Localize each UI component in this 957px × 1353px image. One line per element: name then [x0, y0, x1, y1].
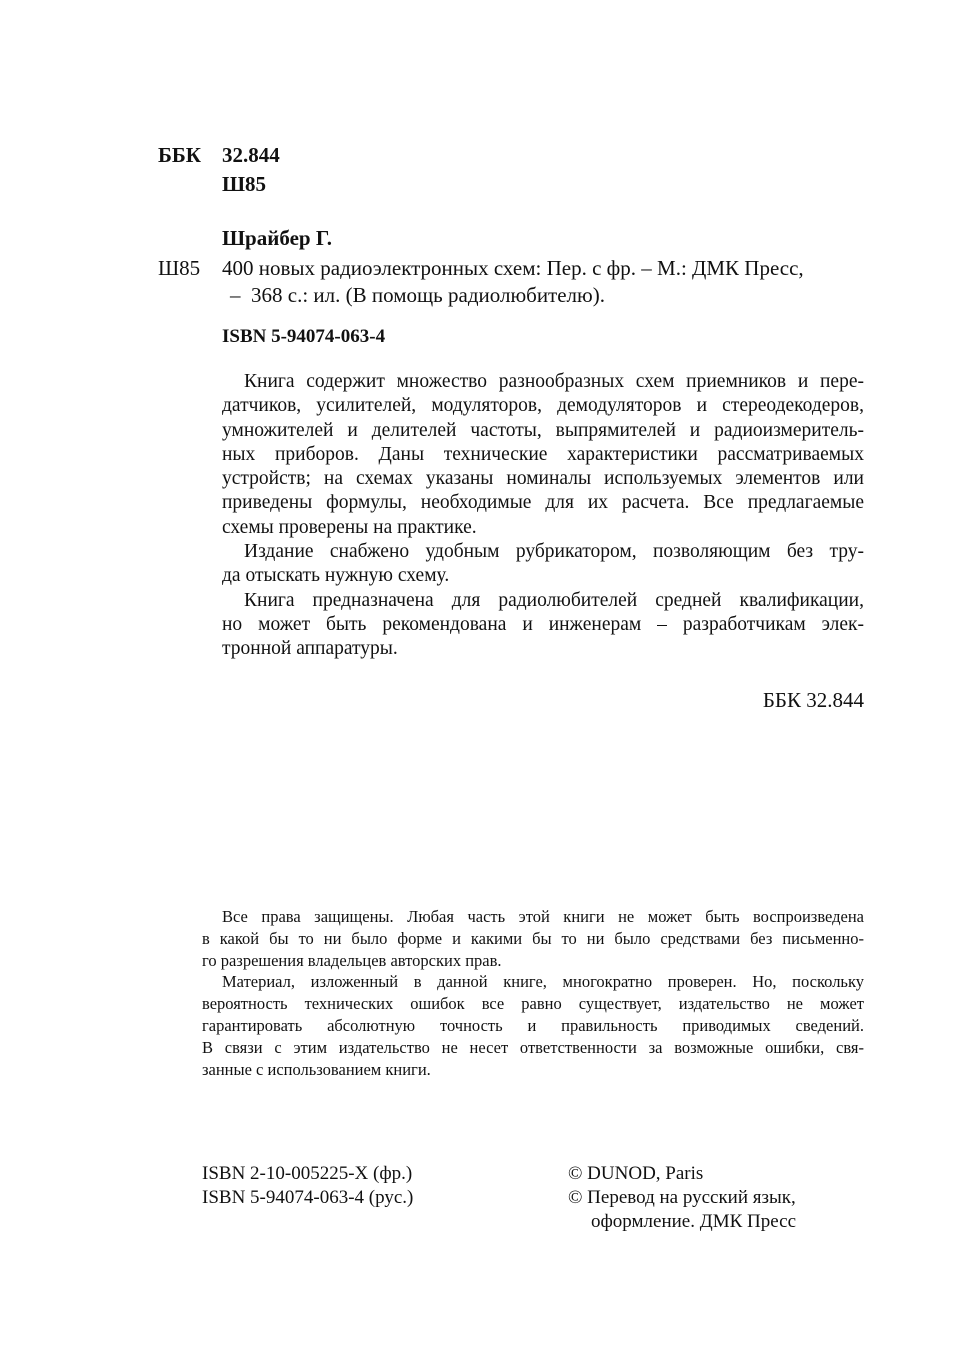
copyright-dunod: © DUNOD, Paris	[568, 1163, 704, 1184]
bbk-footer: ББК 32.844	[762, 688, 864, 712]
catalog-pages-line: – 368 с.: ил. (В помощь радиолюбителю).	[230, 283, 605, 307]
annotation-line: тронной аппаратуры.	[222, 638, 398, 660]
annotation-line: ных приборов. Даны технические характеристики рассматриваемых	[222, 443, 864, 465]
copyright-translation: © Перевод на русский язык,	[568, 1187, 796, 1208]
rights-line: Материал, изложенный в данной книге, многократно проверен. Но, поскольку	[222, 972, 864, 992]
catalog-title-line: 400 новых радиоэлектронных схем: Пер. с фр. – М.: ДМК Пресс,	[222, 256, 804, 280]
annotation	[222, 370, 864, 662]
copyright-design: оформление. ДМК Пресс	[591, 1211, 797, 1232]
catalog-isbn: ISBN 5-94074-063-4	[222, 326, 386, 347]
annotation-line: датчиков, усилителей, модуляторов, демодуляторов и стереодекодеров,	[222, 395, 864, 417]
annotation-line: да отыскать нужную схему.	[222, 565, 450, 587]
bbk-code: 32.844	[222, 143, 280, 167]
annotation-line: но может быть рекомендована и инженерам – разработчикам элек-	[222, 613, 864, 635]
annotation-line: умножителей и делителей частоты, выпрямителей и радиоизмеритель-	[222, 419, 864, 441]
annotation-line: Издание снабжено удобным рубрикатором, позволяющим без тру-	[244, 541, 864, 563]
annotation-line: приведены формулы, необходимые для их расчета. Все предлагаемые	[222, 492, 864, 514]
annotation-line: Книга предназначена для радиолюбителей средней квалификации,	[244, 589, 864, 611]
catalog-mark: Ш85	[158, 256, 201, 280]
rights-line: В связи с этим издательство не несет ответственности за возможные ошибки, свя-	[202, 1037, 864, 1057]
isbn-russian: ISBN 5-94074-063-4 (рус.)	[202, 1187, 414, 1208]
rights-line: го разрешения владельцев авторских прав.	[202, 950, 502, 970]
author-mark: Ш85	[222, 172, 267, 196]
rights-notice	[202, 906, 864, 1080]
annotation-line: схемы проверены на практике.	[222, 516, 477, 538]
bbk-label: ББК	[158, 143, 201, 167]
rights-line: вероятность технических ошибок все равно существует, издательство не может	[202, 994, 864, 1014]
rights-line: гарантировать абсолютную точность и правильность приводимых сведений.	[202, 1015, 864, 1035]
isbn-french: ISBN 2-10-005225-X (фр.)	[202, 1163, 413, 1184]
author-name: Шрайбер Г.	[222, 226, 333, 250]
rights-line: занные с использованием книги.	[202, 1059, 431, 1079]
annotation-line: устройств; на схемах указаны номиналы используемых элементов или	[222, 468, 864, 490]
annotation-line: Книга содержит множество разнообразных схем приемников и пере-	[244, 371, 864, 392]
rights-line: в какой бы то ни было форме и какими бы то ни было средствами без письменно-	[202, 928, 864, 948]
rights-line: Все права защищены. Любая часть этой книги не может быть воспроизведена	[222, 907, 864, 926]
